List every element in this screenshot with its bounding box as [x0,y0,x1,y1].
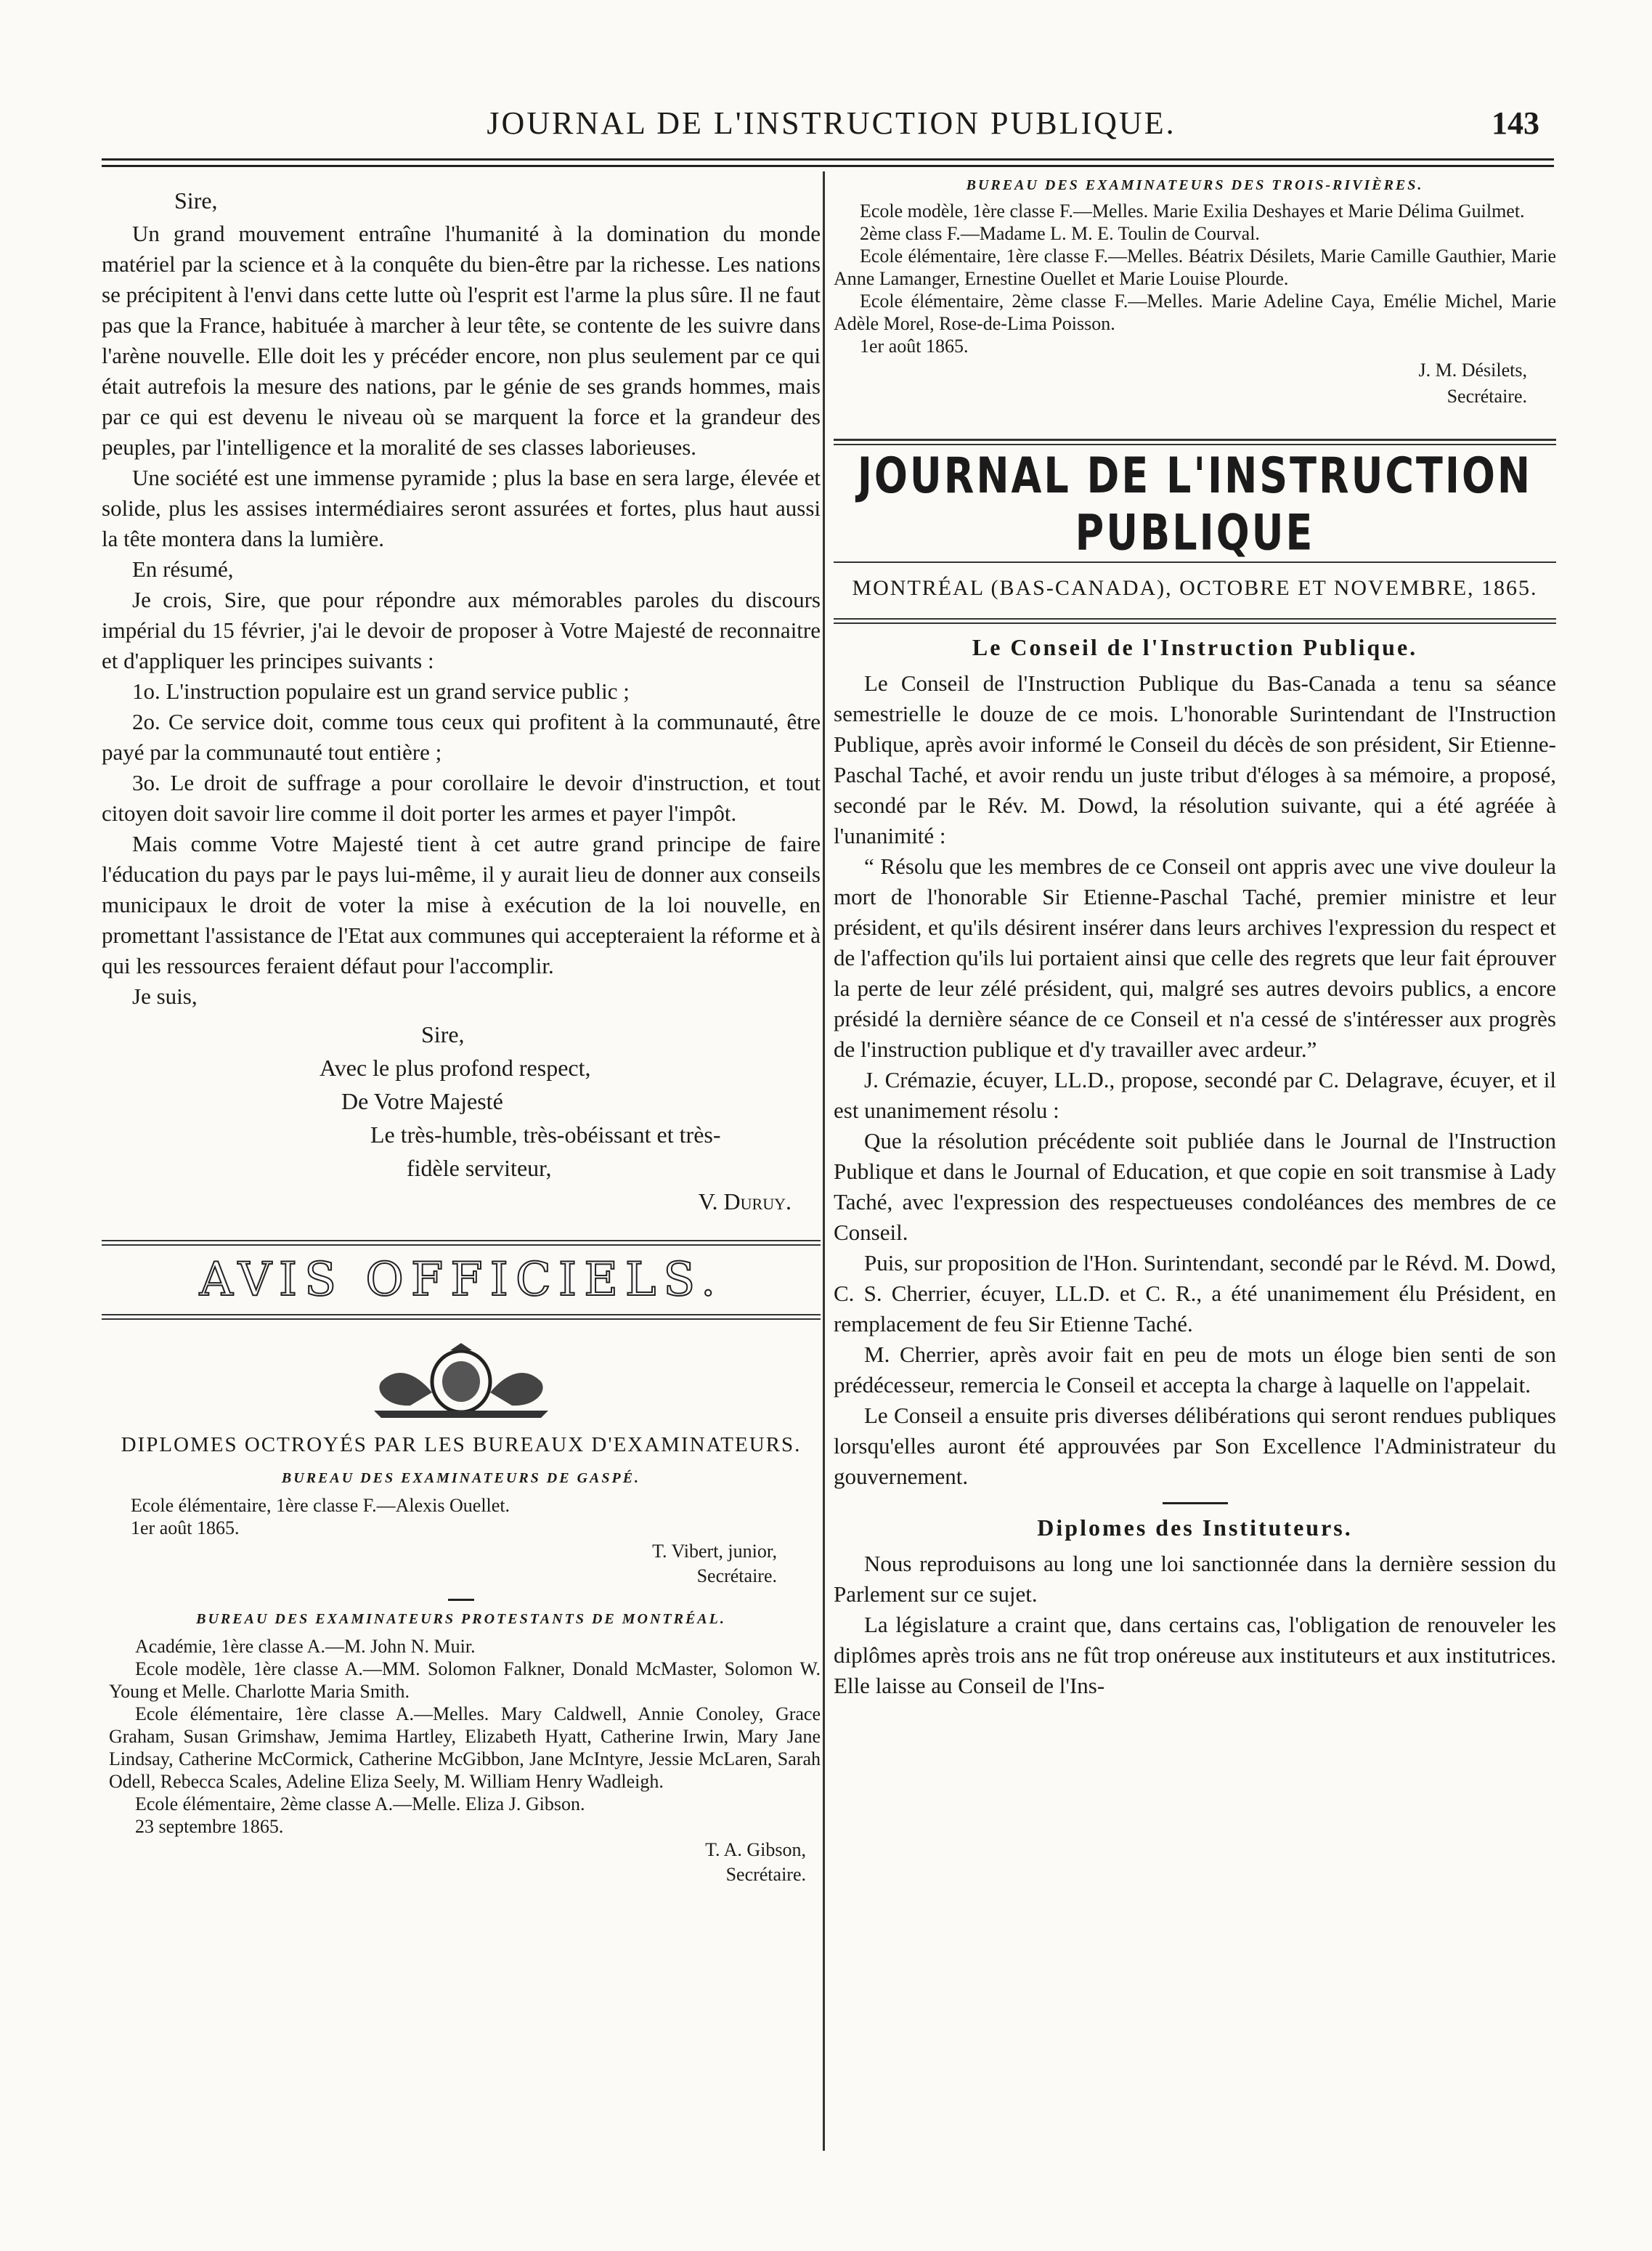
gaspe-role: Secrétaire. [696,1565,777,1586]
masthead-rule [834,561,1556,563]
page-number: 143 [1492,105,1539,141]
conseil-paragraph: Le Conseil a ensuite pris diverses délibérations qui seront rendues publiques lorsqu'elles auront été approuvées par Son Excellence l'Administrateur du gouvernement. [834,1403,1556,1489]
letter-paragraph: Je crois, Sire, que pour répondre aux mémorables paroles du discours impérial du 15 février, j'ai le devoir de proposer à Votre Majesté de reconnaitre et d'appliquer les principes suivants : [102,587,821,673]
montreal-role: Secrétaire. [725,1864,806,1885]
conseil-paragraph: J. Crémazie, écuyer, LL.D., propose, secondé par C. Delagrave, écuyer, et il est unanimement résolu : [834,1067,1556,1123]
section-rule [102,1244,821,1246]
column-divider [823,171,825,2151]
issue-dateline: MONTRÉAL (BAS-CANADA), OCTOBRE ET NOVEMBRE, 1865. [852,576,1538,600]
letter-paragraph: Une société est une immense pyramide ; plus la base en sera large, élevée et solide, plus les assises intermédiaires seront assurées et fortes, plus haut aussi la tête montera dans la lumière. [102,465,821,551]
montreal-entry: Ecole élémentaire, 2ème classe A.—Melle. Eliza J. Gibson. [135,1793,585,1814]
masthead-rule [834,444,1556,445]
avis-officiels-title: AVIS OFFICIELS. [199,1253,723,1307]
conseil-paragraph: Que la résolution précédente soit publiée dans le Journal de l'Instruction Publique et dans le Journal of Education, et que copie en soit transmise à Lady Taché, avec l'expression des respectueuses condoléances des membres de ce Conseil. [834,1128,1556,1245]
montreal-entry: Académie, 1ère classe A.—M. John N. Muir. [135,1636,476,1657]
letter-salutation: Sire, [174,187,218,214]
montreal-date: 23 septembre 1865. [135,1816,284,1837]
diplomes-instituteurs-title: Diplomes des Instituteurs. [1037,1514,1353,1541]
trois-rivieres-entry: Ecole élémentaire, 1ère classe F.—Melles. Béatrix Désilets, Marie Camille Gauthier, Marie Anne Lamanger, Ernestine Ouellet et Marie Louise Plourde. [834,246,1556,289]
journal-masthead: JOURNAL DE L'INSTRUCTION PUBLIQUE [857,447,1533,561]
conseil-paragraph: M. Cherrier, après avoir fait en peu de mots un éloge bien senti de son prédécesseur, remercia le Conseil et accepta la charge à laquelle on l'appelait. [834,1342,1556,1398]
trois-rivieres-bureau-heading: BUREAU DES EXAMINATEURS DES TROIS-RIVIÈRES. [966,177,1424,193]
dateline-rule [834,622,1556,624]
trois-rivieres-date: 1er août 1865. [860,336,969,357]
closing-line: fidèle serviteur, [407,1155,552,1181]
closing-line: Avec le plus profond respect, [320,1055,591,1081]
closing-line: Sire, [421,1021,465,1047]
section-rule [102,1314,821,1315]
letter-paragraph: Je suis, [132,983,198,1009]
short-rule [1163,1502,1228,1504]
gaspe-date: 1er août 1865. [131,1517,240,1538]
gaspe-entry: Ecole élémentaire, 1ère classe F.—Alexis Ouellet. [131,1495,510,1516]
diplomes-paragraph: La législature a craint que, dans certains cas, l'obligation de renouveler les diplômes après trois ans ne fût trop onéreuse aux instituteurs et aux institutrices. Elle laisse au Conseil de l'Ins- [834,1612,1556,1698]
letter-paragraph: 3o. Le droit de suffrage a pour corollaire le devoir d'instruction, et tout citoyen doit savoir lire comme il doit porter les armes et payer l'impôt. [102,770,821,826]
section-rule [102,1318,821,1320]
montreal-bureau-heading: BUREAU DES EXAMINATEURS PROTESTANTS DE MONTRÉAL. [196,1611,726,1627]
short-rule [448,1599,474,1601]
trois-rivieres-entry: 2ème class F.—Madame L. M. E. Toulin de Courval. [860,223,1260,244]
conseil-paragraph: Le Conseil de l'Instruction Publique du Bas-Canada a tenu sa séance semestrielle le douze de ce mois. L'honorable Surintendant de l'Instruction Publique, après avoir informé le Conseil du décès de son président, Sir Etienne-Paschal Taché, et avoir rendu un juste tribut d'éloges à sa mémoire, a proposé, secondé par le Rév. M. Dowd, la résolution suivante, qui a été agréée à l'unanimité : [834,670,1556,848]
running-head [109,102,1554,145]
conseil-paragraph: Puis, sur proposition de l'Hon. Surintendant, secondé par le Révd. M. Dowd, C. S. Cherrier, écuyer, LL.D. et C. R., a été unanimement élu Président, en remplacement de feu Sir Etienne Taché. [834,1250,1556,1337]
right-column [834,177,1556,1701]
gaspe-signer: T. Vibert, junior, [652,1541,777,1562]
conseil-title: Le Conseil de l'Instruction Publique. [972,634,1418,660]
diplomes-paragraph: Nous reproduisons au long une loi sanctionnée dans la dernière session du Parlement sur ce sujet. [834,1551,1556,1607]
header-rule [102,158,1554,167]
trois-rivieres-signer: J. M. Désilets, [1418,360,1527,381]
royal-arms-emblem [102,1342,821,1429]
trois-rivieres-role: Secrétaire. [1446,386,1527,407]
diplomes-heading: DIPLOMES OCTROYÉS PAR LES BUREAUX D'EXAMINATEURS. [121,1433,802,1456]
letter-signature: V. Duruy. [698,1188,792,1214]
section-rule [102,1240,821,1241]
montreal-signer: T. A. Gibson, [705,1839,806,1860]
letter-paragraph: En résumé, [132,556,234,582]
letter-closing [102,1018,821,1218]
letter-paragraph: Un grand mouvement entraîne l'humanité à la domination du monde matériel par la science et à la conquête du bien-être par la richesse. Les nations se précipitent à l'envi dans cette lutte où l'esprit est l'arme la plus sûre. Il ne faut pas que la France, habituée à marcher à leur tête, se contente de les suivre dans l'arène nouvelle. Elle doit les y précéder encore, non plus seulement par ce qui était autrefois la mesure des nations, par le génie de ses grands hommes, mais par ce qui est devenu le niveau où se marquent la force et la grandeur des peuples, par l'intelligence et la moralité de ses classes laborieuses. [102,221,821,460]
montreal-entry: Ecole élémentaire, 1ère classe A.—Melles. Mary Caldwell, Annie Conoley, Grace Graham, Susan Grimshaw, Jemima Hartley, Elizabeth Hyatt, Catherine Irwin, Mary Jane Lindsay, Catherine McCormick, Catherine McGibbon, Jane McIntyre, Jessie McLaren, Sarah Odell, Rebecca Scales, Adeline Eliza Seely, M. William Henry Wadleigh. [109,1703,821,1792]
letter-paragraph: 2o. Ce service doit, comme tous ceux qui profitent à la communauté, être payé par la communauté tout entière ; [102,709,821,765]
letter-paragraph: 1o. L'instruction populaire est un grand service public ; [132,678,630,704]
trois-rivieres-entry: Ecole élémentaire, 2ème classe F.—Melles. Marie Adeline Caya, Emélie Michel, Marie Adèle Morel, Rose-de-Lima Poisson. [834,291,1556,334]
masthead-rule [834,439,1556,441]
dateline-rule [834,618,1556,620]
coat-of-arms-icon [345,1342,577,1421]
closing-line: De Votre Majesté [341,1088,503,1114]
letter-paragraph: Mais comme Votre Majesté tient à cet autre grand principe de faire l'éducation du pays par le pays lui-même, il y aurait lieu de donner aux conseils municipaux le droit de voter la mise à exécution de la loi nouvelle, en promettant l'assistance de l'Etat aux communes qui accepteraient la réforme et à qui les ressources feraient défaut pour l'accomplir. [102,831,821,978]
running-title: JOURNAL DE L'INSTRUCTION PUBLIQUE. [487,105,1176,141]
closing-line: Le très-humble, très-obéissant et très- [370,1122,721,1148]
left-column [102,182,821,1887]
conseil-paragraph: “ Résolu que les membres de ce Conseil ont appris avec une vive douleur la mort de l'honorable Sir Etienne-Paschal Taché, premier ministre et leur président, et qu'ils désirent insérer dans leurs archives l'expression du respect et de l'affection qu'ils lui portaient ainsi que celle des regrets que leur fait éprouver la perte de leur zélé président, qui, malgré ses autres devoirs publics, a encore présidé la dernière séance de ce Conseil et n'a cessé de s'intéresser aux progrès de l'instruction publique et d'y travailler avec ardeur.” [834,853,1556,1062]
gaspe-bureau-heading: BUREAU DES EXAMINATEURS DE GASPÉ. [281,1470,641,1486]
montreal-entry: Ecole modèle, 1ère classe A.—MM. Solomon Falkner, Donald McMaster, Solomon W. Young et Melle. Charlotte Maria Smith. [109,1658,821,1702]
trois-rivieres-entry: Ecole modèle, 1ère classe F.—Melles. Marie Exilia Deshayes et Marie Délima Guilmet. [860,200,1525,222]
